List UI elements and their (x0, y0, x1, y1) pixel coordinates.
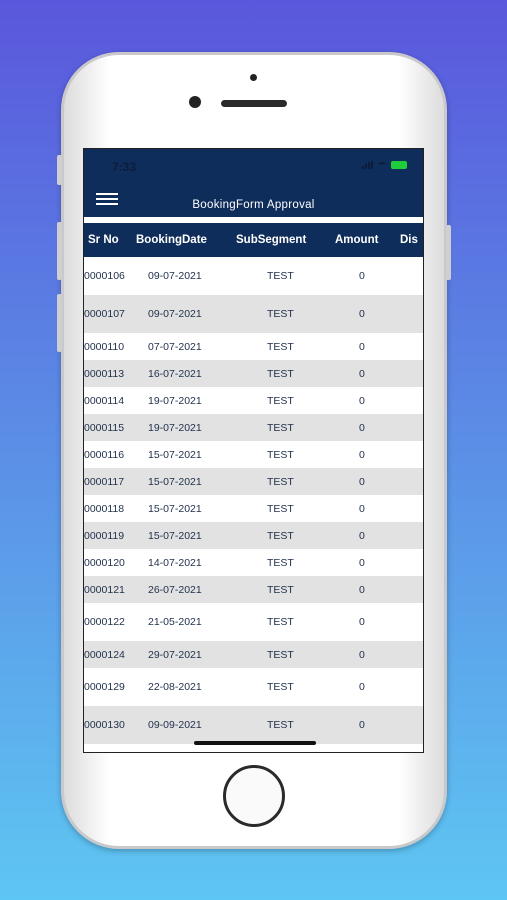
booking-date-cell: 09-09-2021 (148, 719, 202, 731)
booking-date-cell: 09-07-2021 (148, 308, 202, 320)
sr-no-cell: 0000114 (84, 394, 125, 407)
column-header-sr-no[interactable]: Sr No (88, 234, 119, 246)
subsegment-cell: TEST (267, 270, 294, 282)
table-row[interactable] (84, 706, 423, 744)
table-row[interactable] (84, 333, 423, 360)
booking-date-cell: 15-07-2021 (148, 475, 202, 488)
amount-cell: 0 (359, 448, 365, 461)
subsegment-cell: TEST (267, 502, 294, 515)
booking-date-cell: 14-07-2021 (148, 556, 202, 569)
amount-cell: 0 (359, 502, 365, 515)
wifi-icon (377, 162, 387, 169)
earpiece-speaker (221, 100, 287, 107)
amount-cell: 0 (359, 719, 365, 731)
sr-no-cell: 0000129 (84, 681, 125, 693)
subsegment-cell: TEST (267, 616, 294, 628)
sr-no-cell: 0000116 (84, 448, 125, 461)
table-row[interactable] (84, 414, 423, 441)
booking-date-cell: 07-07-2021 (148, 340, 202, 353)
amount-cell: 0 (359, 681, 365, 693)
table-header (84, 223, 423, 257)
front-camera (189, 96, 201, 108)
subsegment-cell: TEST (267, 681, 294, 693)
booking-date-cell: 19-07-2021 (148, 421, 202, 434)
booking-date-cell: 22-08-2021 (148, 681, 202, 693)
sr-no-cell: 0000122 (84, 616, 125, 628)
amount-cell: 0 (359, 616, 365, 628)
table-row[interactable] (84, 668, 423, 706)
amount-cell: 0 (359, 340, 365, 353)
amount-cell: 0 (359, 529, 365, 542)
table-row[interactable] (84, 360, 423, 387)
booking-date-cell: 09-07-2021 (148, 270, 202, 282)
sr-no-cell: 0000106 (84, 270, 125, 282)
amount-cell: 0 (359, 367, 365, 380)
booking-date-cell: 29-07-2021 (148, 648, 202, 661)
sr-no-cell: 0000119 (84, 529, 125, 542)
table-row[interactable] (84, 641, 423, 668)
table-row[interactable] (84, 441, 423, 468)
mute-switch (57, 155, 62, 185)
table-row[interactable] (84, 549, 423, 576)
navigation-bar (84, 149, 423, 217)
table-row[interactable] (84, 295, 423, 333)
amount-cell: 0 (359, 475, 365, 488)
booking-date-cell: 21-05-2021 (148, 616, 202, 628)
booking-table-body (84, 257, 423, 744)
sr-no-cell: 0000113 (84, 367, 125, 380)
subsegment-cell: TEST (267, 421, 294, 434)
subsegment-cell: TEST (267, 583, 294, 596)
app-screen (83, 148, 424, 753)
battery-icon (391, 161, 407, 169)
sr-no-cell: 0000120 (84, 556, 125, 569)
status-icons (362, 161, 407, 169)
booking-date-cell: 15-07-2021 (148, 502, 202, 515)
booking-date-cell: 16-07-2021 (148, 367, 202, 380)
subsegment-cell: TEST (267, 648, 294, 661)
table-row[interactable] (84, 468, 423, 495)
sr-no-cell: 0000115 (84, 421, 125, 434)
amount-cell: 0 (359, 556, 365, 569)
column-header-discount[interactable]: Dis (400, 234, 418, 246)
table-row[interactable] (84, 495, 423, 522)
subsegment-cell: TEST (267, 367, 294, 380)
subsegment-cell: TEST (267, 448, 294, 461)
table-row[interactable] (84, 522, 423, 549)
amount-cell: 0 (359, 583, 365, 596)
sr-no-cell: 0000117 (84, 475, 125, 488)
sr-no-cell: 0000118 (84, 502, 125, 515)
sr-no-cell: 0000121 (84, 583, 125, 596)
power-button (446, 225, 451, 280)
table-row[interactable] (84, 257, 423, 295)
subsegment-cell: TEST (267, 475, 294, 488)
column-header-booking-date[interactable]: BookingDate (136, 234, 207, 246)
volume-up-button (57, 222, 62, 280)
status-time: 7:33 (112, 160, 137, 174)
home-indicator[interactable] (194, 741, 316, 745)
subsegment-cell: TEST (267, 529, 294, 542)
booking-date-cell: 19-07-2021 (148, 394, 202, 407)
table-row[interactable] (84, 603, 423, 641)
subsegment-cell: TEST (267, 394, 294, 407)
booking-date-cell: 26-07-2021 (148, 583, 202, 596)
page-title: BookingForm Approval (192, 199, 315, 211)
sr-no-cell: 0000124 (84, 648, 125, 661)
home-button[interactable] (223, 765, 285, 827)
subsegment-cell: TEST (267, 719, 294, 731)
column-header-subsegment[interactable]: SubSegment (236, 234, 307, 246)
sr-no-cell: 0000107 (84, 308, 125, 320)
subsegment-cell: TEST (267, 308, 294, 320)
amount-cell: 0 (359, 421, 365, 434)
table-row[interactable] (84, 387, 423, 414)
amount-cell: 0 (359, 308, 365, 320)
booking-date-cell: 15-07-2021 (148, 529, 202, 542)
amount-cell: 0 (359, 394, 365, 407)
signal-icon (362, 161, 373, 169)
subsegment-cell: TEST (267, 340, 294, 353)
subsegment-cell: TEST (267, 556, 294, 569)
column-header-amount[interactable]: Amount (335, 234, 379, 246)
table-row[interactable] (84, 576, 423, 603)
volume-down-button (57, 294, 62, 352)
sr-no-cell: 0000130 (84, 719, 125, 731)
amount-cell: 0 (359, 270, 365, 282)
amount-cell: 0 (359, 648, 365, 661)
sr-no-cell: 0000110 (84, 340, 125, 353)
booking-date-cell: 15-07-2021 (148, 448, 202, 461)
proximity-sensor (250, 74, 257, 81)
